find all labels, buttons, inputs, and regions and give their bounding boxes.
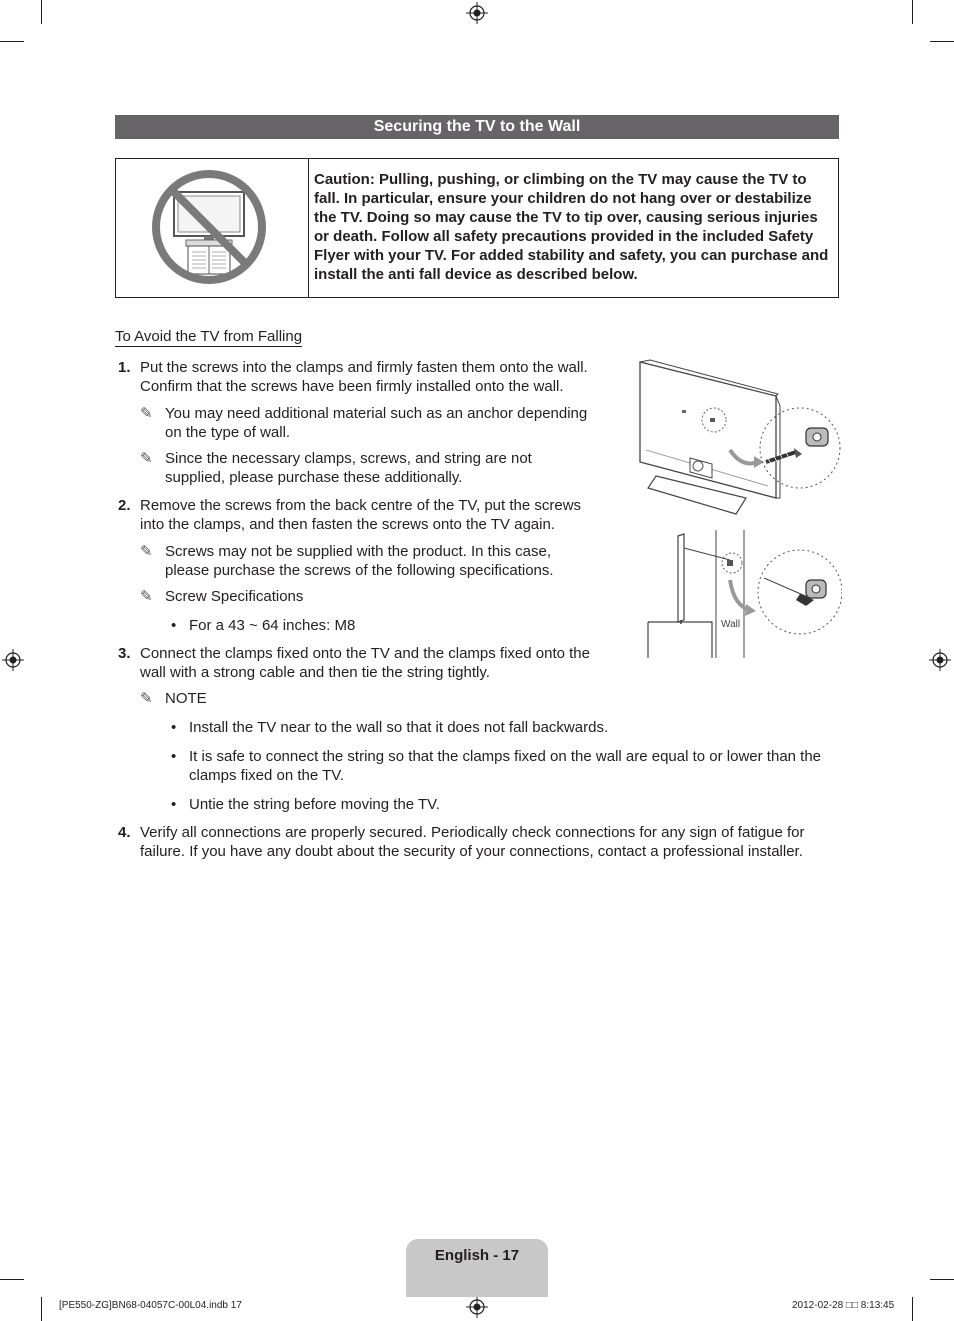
note-text: on the type of wall. bbox=[165, 424, 291, 441]
step-number: 4. bbox=[118, 824, 131, 841]
section-title: Securing the TV to the Wall bbox=[115, 115, 839, 139]
step-number: 2. bbox=[118, 497, 131, 514]
pencil-note-icon: ✎ bbox=[140, 450, 153, 467]
step-number: 3. bbox=[118, 645, 131, 662]
note-text: Since the necessary clamps, screws, and string are not bbox=[165, 450, 532, 467]
step-text: Connect the clamps fixed onto the TV and the clamps fixed onto the bbox=[140, 645, 590, 662]
bullet-text: Untie the string before moving the TV. bbox=[189, 796, 440, 813]
pencil-note-icon: ✎ bbox=[140, 543, 153, 560]
tv-back-clamp-figure bbox=[636, 358, 842, 518]
note-text: supplied, please purchase these additionally. bbox=[165, 469, 463, 486]
crop-mark bbox=[930, 1279, 954, 1280]
wall-label: Wall bbox=[721, 619, 741, 630]
step-text: Remove the screws from the back centre of the TV, put the screws bbox=[140, 497, 582, 514]
pencil-note-icon: ✎ bbox=[140, 690, 153, 707]
tv-wall-side-figure bbox=[646, 530, 842, 660]
print-timestamp: 2012-02-28 □□ 8:13:45 bbox=[792, 1300, 895, 1311]
step-number: 1. bbox=[118, 359, 131, 376]
step-text: into the clamps, and then fasten the screws onto the TV again. bbox=[140, 516, 555, 533]
file-name: [PE550-ZG]BN68-04057C-00L04.indb 17 bbox=[59, 1300, 242, 1311]
crop-mark bbox=[41, 1297, 42, 1321]
note-text: please purchase the screws of the following specifications. bbox=[165, 562, 554, 579]
registration-mark-icon bbox=[929, 649, 951, 671]
crop-mark bbox=[912, 1297, 913, 1321]
step-text: wall with a strong cable and then tie the string tightly. bbox=[140, 664, 490, 681]
step-text: Put the screws into the clamps and firmly fasten them onto the wall. bbox=[140, 359, 588, 376]
page-number: English - 17 bbox=[434, 1247, 520, 1264]
step-text: failure. If you have any doubt about the security of your connections, contact a professional installer. bbox=[140, 843, 803, 860]
pencil-note-icon: ✎ bbox=[140, 588, 153, 605]
bullet: • bbox=[171, 796, 177, 813]
pencil-note-icon: ✎ bbox=[140, 405, 153, 422]
crop-mark bbox=[912, 0, 913, 24]
registration-mark-icon bbox=[466, 2, 488, 24]
crop-mark bbox=[41, 0, 42, 24]
note-text: Screws may not be supplied with the product. In this case, bbox=[165, 543, 552, 560]
note-text: You may need additional material such as an anchor depending bbox=[165, 405, 588, 422]
note-text: Screw Specifications bbox=[165, 588, 304, 605]
crop-mark bbox=[0, 41, 24, 42]
step-text: Verify all connections are properly secured. Periodically check connections for any sign of fatigue for bbox=[140, 824, 805, 841]
crop-mark bbox=[930, 41, 954, 42]
bullet-text: Install the TV near to the wall so that it does not fall backwards. bbox=[189, 719, 609, 736]
step-text: Confirm that the screws have been firmly installed onto the wall. bbox=[140, 378, 564, 395]
crop-mark bbox=[0, 1279, 24, 1280]
bullet: • bbox=[171, 719, 177, 736]
caution-box bbox=[115, 158, 839, 298]
bullet-text: clamps fixed on the TV. bbox=[189, 767, 345, 784]
bullet: • bbox=[171, 748, 177, 765]
bullet-text: For a 43 ~ 64 inches: M8 bbox=[189, 617, 356, 634]
bullet-text: It is safe to connect the string so that the clamps fixed on the wall are equal to or lower than the bbox=[189, 748, 822, 765]
registration-mark-icon bbox=[2, 649, 24, 671]
no-climbing-on-tv-icon bbox=[116, 159, 308, 297]
caution-text: Caution: Pulling, pushing, or climbing on the TV may cause the TV to fall. In particular, ensure your children do not hang over or destabilize the TV. Doing so may cause the TV to tip over, causing serious injuries or death. Follow all safety precautions provided in the included Safety Flyer with your TV. For added stability and safety, you can purchase and install the anti fall device as described below. bbox=[314, 171, 829, 283]
subheading: To Avoid the TV from Falling bbox=[115, 328, 303, 345]
registration-mark-icon bbox=[466, 1296, 488, 1318]
caution-illustration bbox=[116, 159, 309, 297]
bullet: • bbox=[171, 617, 177, 634]
note-label: NOTE bbox=[165, 690, 207, 707]
